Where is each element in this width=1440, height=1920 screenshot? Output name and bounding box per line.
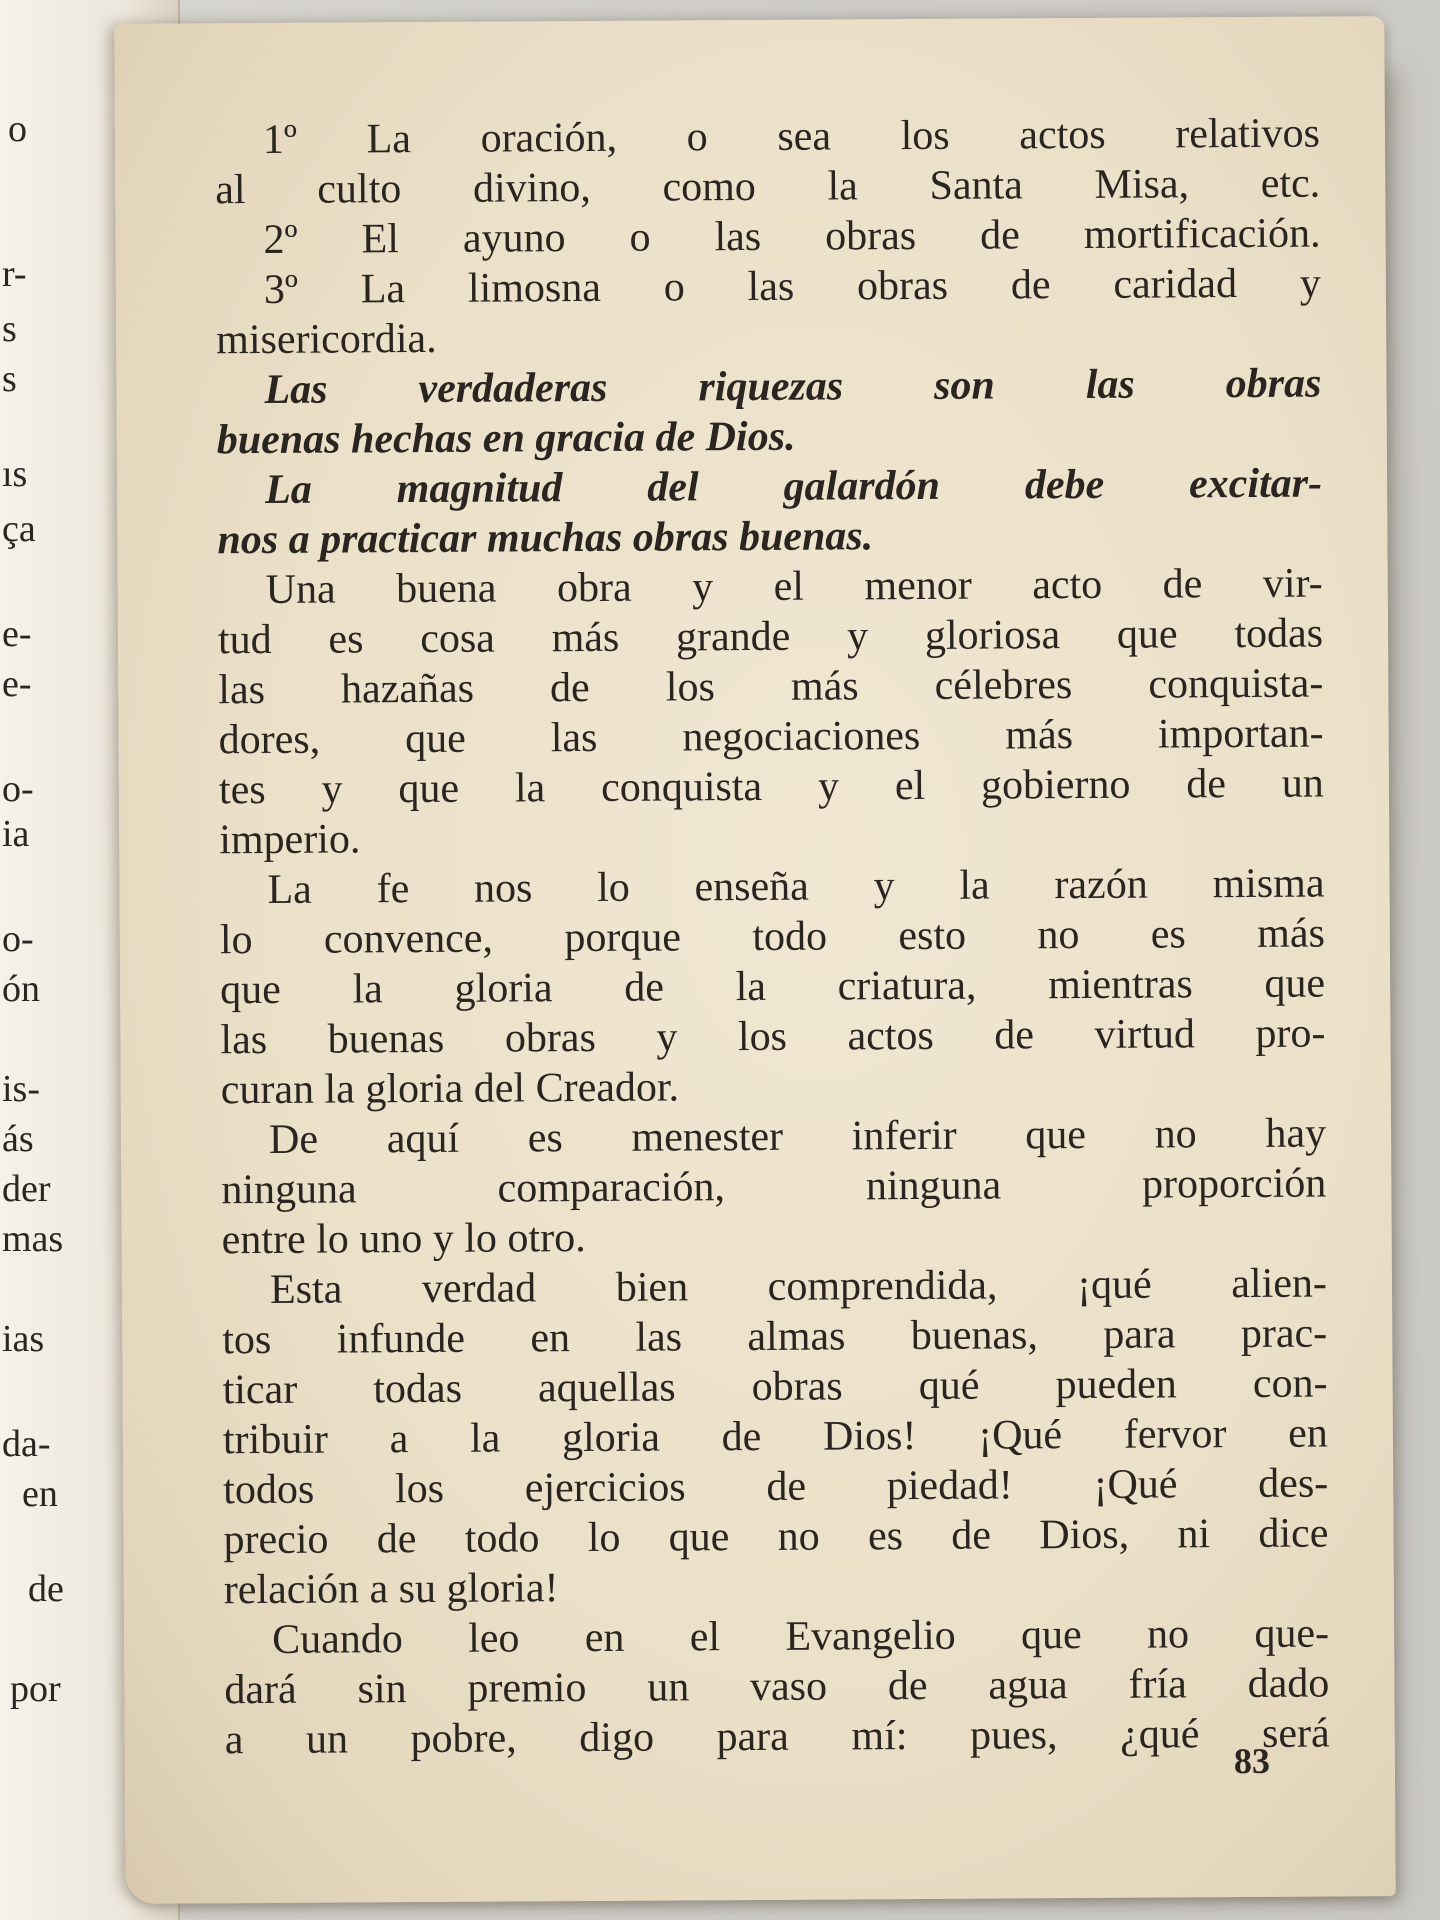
word: un — [647, 1664, 690, 1711]
word: porque — [564, 914, 682, 962]
left-page-fragment: ias — [2, 1318, 45, 1360]
word: no — [1146, 1611, 1190, 1658]
word: las — [747, 263, 795, 311]
word: o — [686, 114, 708, 161]
word: conquista — [600, 763, 763, 811]
word: que — [398, 765, 460, 813]
word: digo — [579, 1714, 655, 1762]
word: negociaciones — [682, 712, 921, 761]
word: un — [305, 1716, 349, 1763]
left-page-fragment: mas — [2, 1218, 64, 1260]
word: las — [714, 213, 762, 261]
word: nos — [473, 865, 533, 912]
word: de — [766, 1463, 807, 1510]
word: acto — [1032, 561, 1103, 609]
word: que- — [1254, 1610, 1330, 1657]
text-line: imperio. — [219, 816, 361, 864]
text-line — [222, 1259, 1327, 1316]
word: de — [1010, 262, 1051, 309]
word: son — [933, 362, 995, 409]
word: la — [352, 966, 383, 1013]
word: de — [980, 212, 1020, 259]
word: de — [376, 1516, 417, 1563]
word: como — [662, 163, 756, 211]
word: los — [900, 112, 950, 160]
word: más — [1005, 712, 1074, 759]
word: verdaderas — [418, 364, 608, 413]
word: culto — [317, 166, 402, 213]
word: enseña — [694, 863, 810, 911]
word: tes — [218, 766, 266, 814]
word: criatura, — [837, 962, 977, 1010]
word: aquí — [386, 1115, 460, 1163]
text-line — [224, 1659, 1329, 1716]
word: la — [827, 163, 858, 210]
word: las — [218, 666, 266, 714]
word: actos — [1019, 111, 1106, 159]
word: fría — [1128, 1661, 1187, 1708]
word: y — [1299, 260, 1321, 307]
word: es — [527, 1115, 563, 1162]
word: sea — [777, 113, 832, 160]
word: relativos — [1175, 110, 1321, 158]
text-line — [220, 1009, 1325, 1066]
text-line — [219, 859, 1324, 916]
word: será — [1261, 1710, 1330, 1757]
word: ninguna — [221, 1166, 357, 1214]
word: obras — [1225, 360, 1322, 408]
text-line — [221, 1109, 1326, 1166]
text-line — [225, 1709, 1330, 1766]
word: ¡qué — [1076, 1261, 1152, 1309]
text-line: entre lo uno y lo otro. — [221, 1215, 586, 1264]
word: premio — [467, 1665, 587, 1712]
left-page-fragment: r- — [2, 253, 27, 295]
text-line — [218, 659, 1323, 716]
word: infunde — [336, 1315, 466, 1363]
word: ¡Qué — [1093, 1461, 1178, 1508]
text-line — [220, 909, 1325, 966]
word: es — [328, 616, 364, 663]
word: bien — [615, 1264, 689, 1311]
word: no — [1154, 1111, 1197, 1158]
word: pro- — [1255, 1010, 1326, 1057]
word: ninguna — [865, 1162, 1002, 1210]
word: comparación, — [497, 1164, 726, 1212]
text-line: curan la gloria del Creador. — [220, 1064, 680, 1114]
text-line: nos a practicar muchas obras buenas. — [217, 513, 874, 564]
word: del — [647, 464, 699, 511]
word: célebres — [934, 662, 1073, 709]
word: o — [629, 214, 651, 261]
text-line — [222, 1309, 1327, 1366]
word: en — [584, 1614, 625, 1662]
word: que — [1116, 611, 1178, 658]
word: ni — [1177, 1511, 1211, 1558]
word: Las — [264, 366, 328, 413]
word: qué — [918, 1362, 980, 1410]
book-page — [114, 16, 1395, 1904]
word: y — [321, 766, 343, 813]
page-number: 83 — [1233, 1740, 1271, 1782]
word: El — [361, 216, 400, 263]
left-page-fragment: ás — [2, 1118, 34, 1160]
word: es — [1150, 911, 1186, 958]
word: excitar- — [1188, 460, 1323, 508]
word: 1º — [262, 116, 298, 163]
word: cosa — [420, 615, 496, 663]
word: es — [867, 1513, 904, 1560]
word: sin — [357, 1666, 407, 1713]
word: oración, — [480, 114, 618, 162]
text-line — [215, 109, 1320, 166]
page-body-text — [215, 109, 1330, 1766]
word: buenas, — [910, 1312, 1039, 1360]
word: etc. — [1260, 160, 1321, 207]
word: magnitud — [396, 465, 563, 513]
word: de — [1162, 561, 1203, 608]
text-line — [223, 1509, 1328, 1566]
text-line: buenas hechas en gracia de Dios. — [216, 413, 796, 464]
word: esto — [898, 912, 967, 960]
text-line — [224, 1609, 1329, 1666]
word: obras — [504, 1014, 596, 1062]
word: Dios! — [822, 1413, 917, 1460]
word: o — [663, 264, 685, 311]
word: vaso — [749, 1663, 828, 1711]
word: el — [894, 762, 926, 810]
word: ticar — [222, 1366, 298, 1414]
word: no — [1037, 912, 1080, 959]
word: gloria — [454, 965, 553, 1012]
text-line — [215, 159, 1320, 216]
word: de — [951, 1512, 992, 1559]
left-page-fragment: der — [2, 1168, 51, 1210]
word: proporción — [1141, 1160, 1327, 1208]
word: inferir — [851, 1112, 957, 1160]
text-line — [216, 259, 1321, 316]
text-line — [223, 1409, 1328, 1466]
word: las — [550, 714, 598, 762]
left-page-fragment: e- — [2, 663, 32, 705]
word: 2º — [263, 216, 298, 263]
word: para — [1103, 1311, 1176, 1358]
word: Esta — [269, 1266, 343, 1313]
word: hazañas — [340, 665, 475, 713]
word: con- — [1252, 1360, 1328, 1407]
word: a — [224, 1717, 244, 1764]
word: en — [1288, 1410, 1328, 1457]
word: ¿qué — [1120, 1711, 1200, 1758]
word: más — [1257, 910, 1325, 957]
word: a — [389, 1416, 409, 1463]
word: des- — [1258, 1460, 1329, 1507]
word: mientras — [1047, 961, 1193, 1009]
word: Una — [265, 566, 336, 613]
word: prac- — [1240, 1310, 1328, 1358]
word: dado — [1247, 1660, 1330, 1708]
word: mí: — [851, 1713, 908, 1760]
word: el — [689, 1614, 721, 1661]
word: razón — [1054, 861, 1148, 909]
word: que — [1025, 1111, 1087, 1159]
word: la — [469, 1415, 501, 1462]
word: actos — [847, 1012, 934, 1060]
word: almas — [747, 1313, 846, 1361]
word: caridad — [1113, 261, 1238, 308]
left-page-fragment: ıs — [2, 453, 28, 495]
word: fervor — [1123, 1411, 1227, 1458]
word: mortificación. — [1083, 210, 1321, 258]
word: lo — [219, 917, 253, 964]
word: gloria — [561, 1414, 661, 1462]
word: tos — [222, 1316, 272, 1364]
word: La — [360, 266, 406, 313]
word: de — [624, 964, 665, 1011]
word: tribuir — [222, 1416, 329, 1464]
left-page-fragment: s — [2, 358, 17, 400]
text-line — [219, 759, 1324, 816]
left-page-fragment: o- — [2, 768, 34, 810]
word: buenas — [327, 1015, 445, 1063]
word: dice — [1258, 1510, 1329, 1557]
word: riquezas — [698, 363, 844, 411]
word: en — [530, 1315, 571, 1362]
word: La — [366, 116, 412, 163]
word: lo — [587, 1514, 621, 1562]
word: buena — [396, 565, 497, 613]
word: los — [737, 1013, 788, 1061]
text-line — [216, 359, 1321, 416]
word: y — [817, 763, 840, 810]
word: todo — [752, 913, 828, 961]
word: de — [1186, 761, 1227, 808]
word: gobierno — [980, 761, 1131, 809]
word: importan- — [1157, 710, 1324, 758]
word: y — [873, 863, 895, 910]
word: que — [220, 966, 281, 1014]
word: de — [549, 665, 590, 712]
word: y — [692, 564, 714, 611]
word: de — [994, 1012, 1035, 1059]
word: comprendida, — [767, 1262, 998, 1310]
word: agua — [988, 1662, 1068, 1709]
word: debe — [1024, 461, 1105, 509]
word: los — [665, 664, 716, 711]
word: piedad! — [886, 1462, 1013, 1510]
text-line — [220, 959, 1325, 1016]
word: Cuando — [272, 1616, 403, 1663]
text-line — [218, 609, 1323, 666]
word: todo — [464, 1515, 540, 1562]
word: todos — [223, 1466, 315, 1514]
word: La — [267, 866, 312, 913]
word: las — [635, 1314, 683, 1361]
left-page-fragment: de — [28, 1568, 64, 1610]
word: y — [656, 1014, 678, 1061]
word: pobre, — [410, 1715, 517, 1763]
word: más — [551, 614, 620, 662]
word: verdad — [421, 1265, 537, 1313]
word: gloriosa — [924, 612, 1061, 659]
word: la — [735, 963, 767, 1011]
word: divino, — [472, 164, 591, 212]
word: Evangelio — [785, 1612, 956, 1660]
word: menester — [631, 1113, 784, 1161]
word: obras — [751, 1363, 843, 1411]
word: la — [514, 765, 546, 812]
word: obra — [556, 564, 632, 612]
word: y — [846, 613, 869, 660]
word: misma — [1212, 860, 1325, 908]
word: 3º — [263, 266, 299, 313]
word: ayuno — [462, 215, 566, 262]
word: hay — [1265, 1110, 1327, 1157]
text-line — [223, 1459, 1328, 1516]
left-page-fragment: s — [2, 308, 17, 350]
word: al — [215, 167, 246, 214]
word: lo — [597, 864, 630, 911]
word: menor — [864, 562, 972, 610]
word: más — [790, 663, 859, 710]
word: ejercicios — [524, 1464, 686, 1512]
left-page-fragment: ia — [2, 813, 30, 855]
left-page-fragment: por — [10, 1668, 61, 1710]
left-page-fragment: o- — [2, 918, 34, 960]
word: las — [1085, 361, 1135, 408]
word: pueden — [1055, 1361, 1177, 1409]
text-line — [221, 1159, 1326, 1216]
word: fe — [376, 866, 410, 913]
left-page-fragment: e- — [2, 613, 32, 655]
word: galardón — [783, 462, 941, 510]
word: De — [268, 1116, 319, 1163]
word: los — [394, 1465, 445, 1513]
word: La — [264, 466, 312, 513]
word: tud — [217, 616, 272, 664]
word: obras — [825, 213, 917, 260]
word: que — [1264, 960, 1326, 1007]
word: que — [668, 1514, 730, 1561]
left-page-fragment: o — [8, 108, 27, 150]
word: conquista- — [1148, 660, 1324, 708]
word: ¡Qué — [978, 1412, 1063, 1459]
text-line — [215, 209, 1320, 266]
word: para — [716, 1713, 790, 1761]
word: todas — [1234, 610, 1324, 658]
word: la — [959, 862, 990, 909]
text-line — [217, 459, 1322, 516]
left-page-fragment: ça — [2, 508, 36, 550]
word: limosna — [467, 264, 602, 312]
word: de — [721, 1413, 762, 1461]
left-page-fragment: is- — [2, 1068, 40, 1110]
word: que — [1020, 1612, 1082, 1659]
word: alien- — [1231, 1260, 1328, 1308]
word: todas — [373, 1365, 463, 1413]
word: grande — [675, 613, 791, 661]
word: vir- — [1262, 560, 1323, 607]
word: no — [777, 1513, 820, 1560]
word: aquellas — [537, 1364, 676, 1412]
word: virtud — [1094, 1011, 1196, 1058]
word: dará — [224, 1666, 297, 1714]
word: que — [404, 715, 466, 763]
text-line: relación a su gloria! — [223, 1565, 559, 1614]
text-line — [218, 709, 1323, 766]
word: un — [1281, 760, 1324, 807]
text-line — [218, 559, 1323, 616]
text-line — [222, 1359, 1327, 1416]
left-page-fragment: da- — [2, 1423, 51, 1465]
word: de — [887, 1662, 928, 1710]
left-page-fragment: en — [22, 1473, 58, 1515]
word: dores, — [218, 716, 321, 764]
word: obras — [856, 262, 949, 310]
left-page-fragment: ón — [2, 968, 40, 1010]
word: precio — [223, 1516, 329, 1564]
word: Dios, — [1039, 1511, 1130, 1559]
word: convence, — [323, 915, 494, 963]
text-line: misericordia. — [216, 315, 437, 364]
word: pues, — [969, 1712, 1058, 1759]
word: leo — [468, 1615, 520, 1662]
word: las — [220, 1016, 268, 1064]
word: Misa, — [1094, 161, 1190, 208]
word: Santa — [929, 162, 1024, 209]
word: el — [773, 563, 805, 610]
